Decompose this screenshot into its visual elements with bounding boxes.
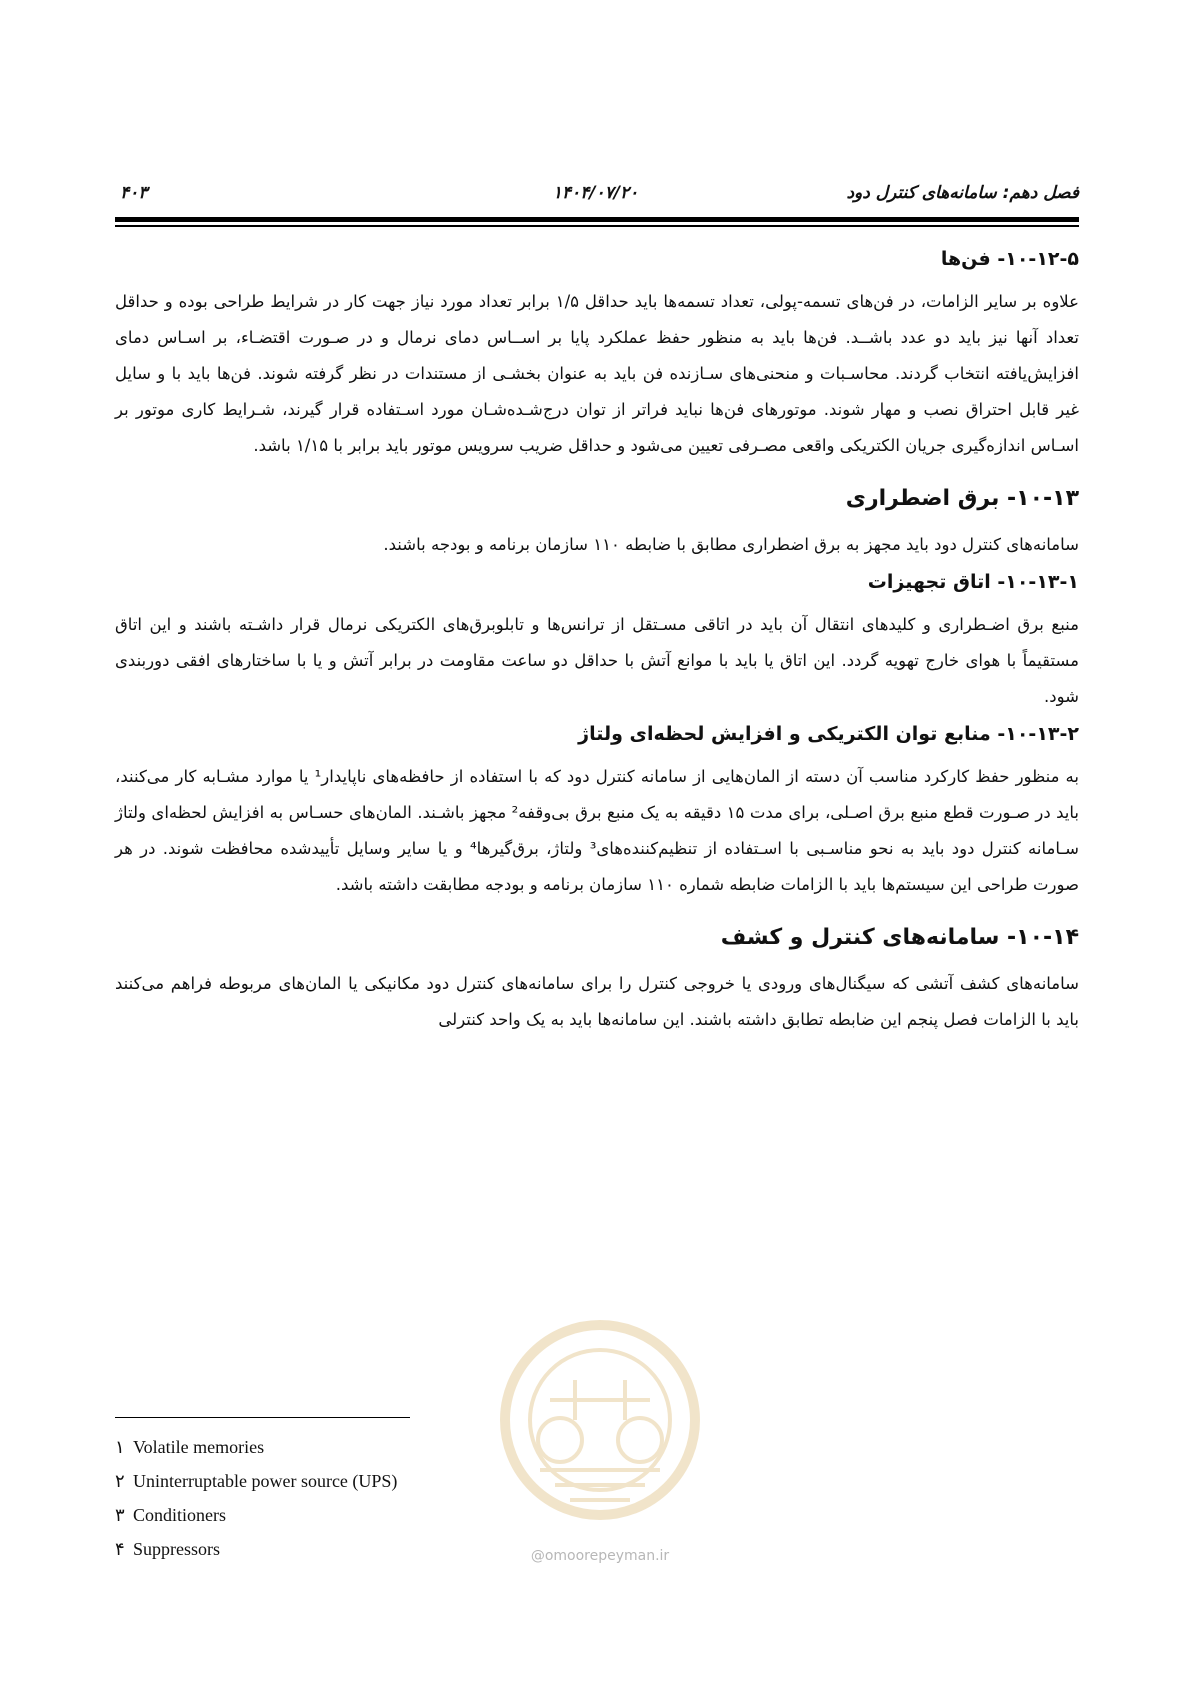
footnote-number: ۴ [115, 1539, 125, 1559]
footnote-text: Conditioners [133, 1505, 226, 1525]
footnote-number: ۱ [115, 1437, 125, 1457]
footnote-text: Uninterruptable power source (UPS) [133, 1471, 398, 1491]
footnote-text: Volatile memories [133, 1437, 265, 1457]
section-heading-equipment-room: ۱۰-۱۳-۱- اتاق تجهیزات [867, 571, 1079, 593]
section-heading-fans: ۱۰-۱۲-۵- فن‌ها [940, 248, 1079, 270]
header-rule-thick [115, 217, 1079, 222]
footnote-text: Suppressors [133, 1539, 221, 1559]
paragraph-fans: علاوه بر سایر الزامات، در فن‌های تسمه-پولی، تعداد تسمه‌ها باید حداقل ۱/۵ برابر تعداد مورد نیاز جهت کار در شرایط طراحی بوده و حداقل تعداد آنها نیز باید دو عدد باشــد. فن‌ها باید به منظور حفظ عملکرد پایا بر اســاس دمای نرمال و در صـورت اقتضـاء، بر اسـاس دمای افزایش‌یافته انتخاب گردند. محاسـبات و منحنی‌های سـازنده فن باید به عنوان بخشـی از مستندات در نظر گرفته شوند. فن‌ها باید با و سایل غیر قابل احتراق نصب و مهار شوند. موتورهای فن‌ها نباید فراتر از توان درج‌شـده‌شـان مورد اسـتفاده قرار گیرند، شـرایط کاری موتور بر اسـاس اندازه‌گیری جریان الکتریکی واقعی مصـرفی تعیین می‌شود و حداقل ضریب سرویس موتور باید برابر با ۱/۱۵ باشد. [115, 292, 1079, 455]
footnotes [115, 1430, 397, 1566]
paragraph-control-detection: سامانه‌های کشف آتشی که سیگنال‌های ورودی یا خروجی کنترل را برای سامانه‌های کنترل دود مکانیکی یا المان‌های مربوطه فراهم می‌کنند باید با الزامات فصل پنجم این ضابطه تطابق داشته باشند. این سامانه‌ها باید به یک واحد کنترلی [115, 974, 1079, 1029]
footnote-number: ۳ [115, 1505, 125, 1525]
running-header-date: ۱۴۰۴/۰۷/۲۰ [552, 183, 639, 203]
main-content [115, 240, 1079, 1046]
footnote-item [115, 1498, 397, 1532]
header-rule-thin [115, 225, 1079, 227]
footnote-item [115, 1464, 397, 1498]
watermark-text: @omoorepeyman.ir [530, 1548, 670, 1564]
page-number: ۴۰۳ [120, 183, 148, 203]
footnote-item [115, 1430, 397, 1464]
section-heading-emergency-power: ۱۰-۱۳- برق اضطراری [845, 486, 1079, 511]
running-header-chapter: فصل دهم: سامانه‌های کنترل دود [846, 183, 1079, 203]
footnote-item [115, 1532, 397, 1566]
watermark-seal-icon [480, 1300, 720, 1580]
footnote-separator [115, 1417, 410, 1418]
paragraph-power-sources: به منظور حفظ کارکرد مناسب آن دسته از المان‌هایی از سامانه کنترل دود که با استفاده از حافظه‌های ناپایدار¹ یا موارد مشـابه کار می‌کنند، باید در صـورت قطع منبع برق اصـلی، برای مدت ۱۵ دقیقه به یک منبع برق بی‌وقفه² مجهز باشـند. المان‌های حسـاس به افزایش لحظه‌ای ولتاژ سـامانه کنترل دود باید به نحو مناسـبی با اسـتفاده از تنظیم‌کننده‌های³ ولتاژ، برق‌گیرها⁴ و یا سایر وسایل تأییدشده محافظت شوند. در هر صورت طراحی این سیستم‌ها باید با الزامات ضابطه شماره ۱۱۰ سازمان برنامه و بودجه مطابقت داشته باشد. [115, 767, 1079, 894]
footnote-number: ۲ [115, 1471, 125, 1491]
paragraph-emergency-power: سامانه‌های کنترل دود باید مجهز به برق اضطراری مطابق با ضابطه ۱۱۰ سازمان برنامه و بودجه باشند. [383, 535, 1079, 554]
section-heading-power-sources: ۱۰-۱۳-۲- منابع توان الکتریکی و افزایش لحظه‌ای ولتاژ [578, 723, 1079, 745]
section-heading-control-detection: ۱۰-۱۴- سامانه‌های کنترل و کشف [720, 925, 1079, 950]
paragraph-equipment-room: منبع برق اضـطراری و کلیدهای انتقال آن باید در اتاقی مسـتقل از ترانس‌ها و تابلوبرق‌های الکتریکی نرمال قرار داشـته باشند و این اتاق مستقیماً با هوای خارج تهویه گردد. این اتاق یا باید با موانع آتش با حداقل دو ساعت مقاومت در برابر آتش و یا با ساختارهای افقی دوربندی شود. [115, 615, 1079, 706]
